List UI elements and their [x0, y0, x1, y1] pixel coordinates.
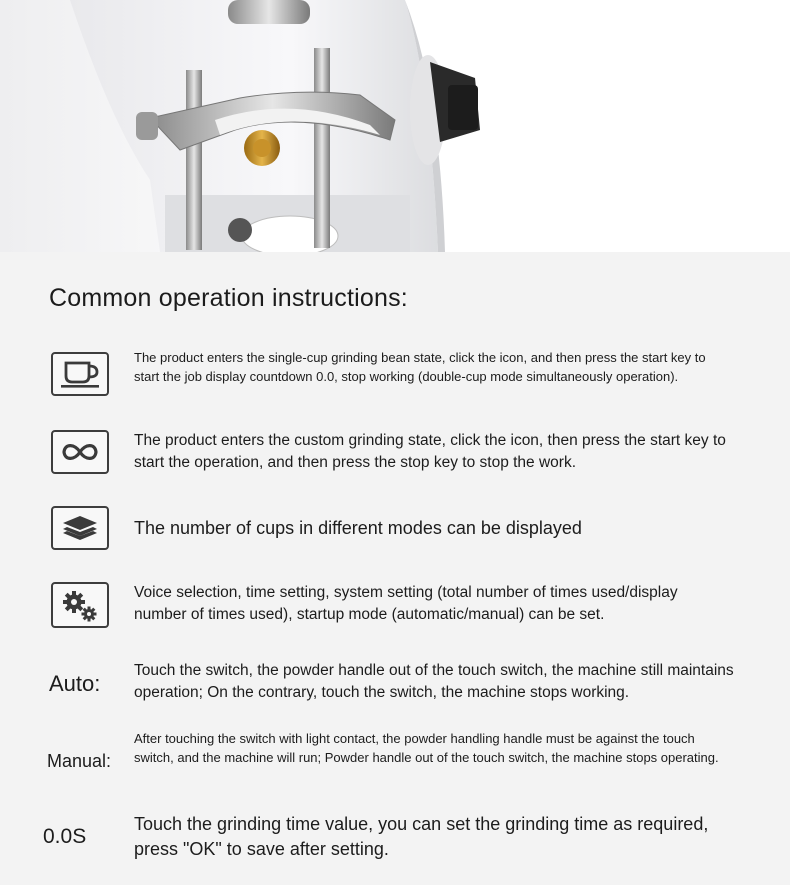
- mode-label: Manual:: [47, 751, 112, 771]
- instructions-section: [0, 252, 790, 885]
- instruction-text: Voice selection, time setting, system setting (total number of times used/display number of times used), startup mode (automatic/manual) can be set.: [134, 584, 678, 623]
- instruction-text: The product enters the custom grinding state, click the icon, then press the start key to start the operation, and then press the stop key to stop the work.: [134, 432, 726, 471]
- mode-text: After touching the switch with light contact, the powder handling handle must be against the touch switch, and the machine will run; Powder handle out of the touch switch, the machine stops operating.: [134, 731, 719, 765]
- grinder-photo-illustration: [0, 0, 790, 252]
- page-title: Common operation instructions:: [49, 284, 408, 312]
- time-value-label[interactable]: 0.0S: [43, 825, 87, 848]
- infinity-icon[interactable]: [51, 430, 109, 474]
- instruction-text: The product enters the single-cup grinding bean state, click the icon, and then press the start key to start the job display countdown 0.0, stop working (double-cup mode simultaneously operation).: [134, 350, 706, 384]
- mode-text: Touch the switch, the powder handle out of the touch switch, the machine still maintains operation; On the contrary, touch the switch, the machine stops working.: [134, 662, 734, 701]
- coffee-cup-icon[interactable]: [51, 352, 109, 396]
- product-photo: [0, 0, 790, 252]
- mode-label: Auto:: [49, 671, 101, 696]
- instruction-text: The number of cups in different modes can be displayed: [134, 518, 582, 538]
- gears-icon[interactable]: [51, 582, 109, 628]
- mode-text: Touch the grinding time value, you can set the grinding time as required, press "OK" to save after setting.: [134, 814, 709, 859]
- layers-icon[interactable]: [51, 506, 109, 550]
